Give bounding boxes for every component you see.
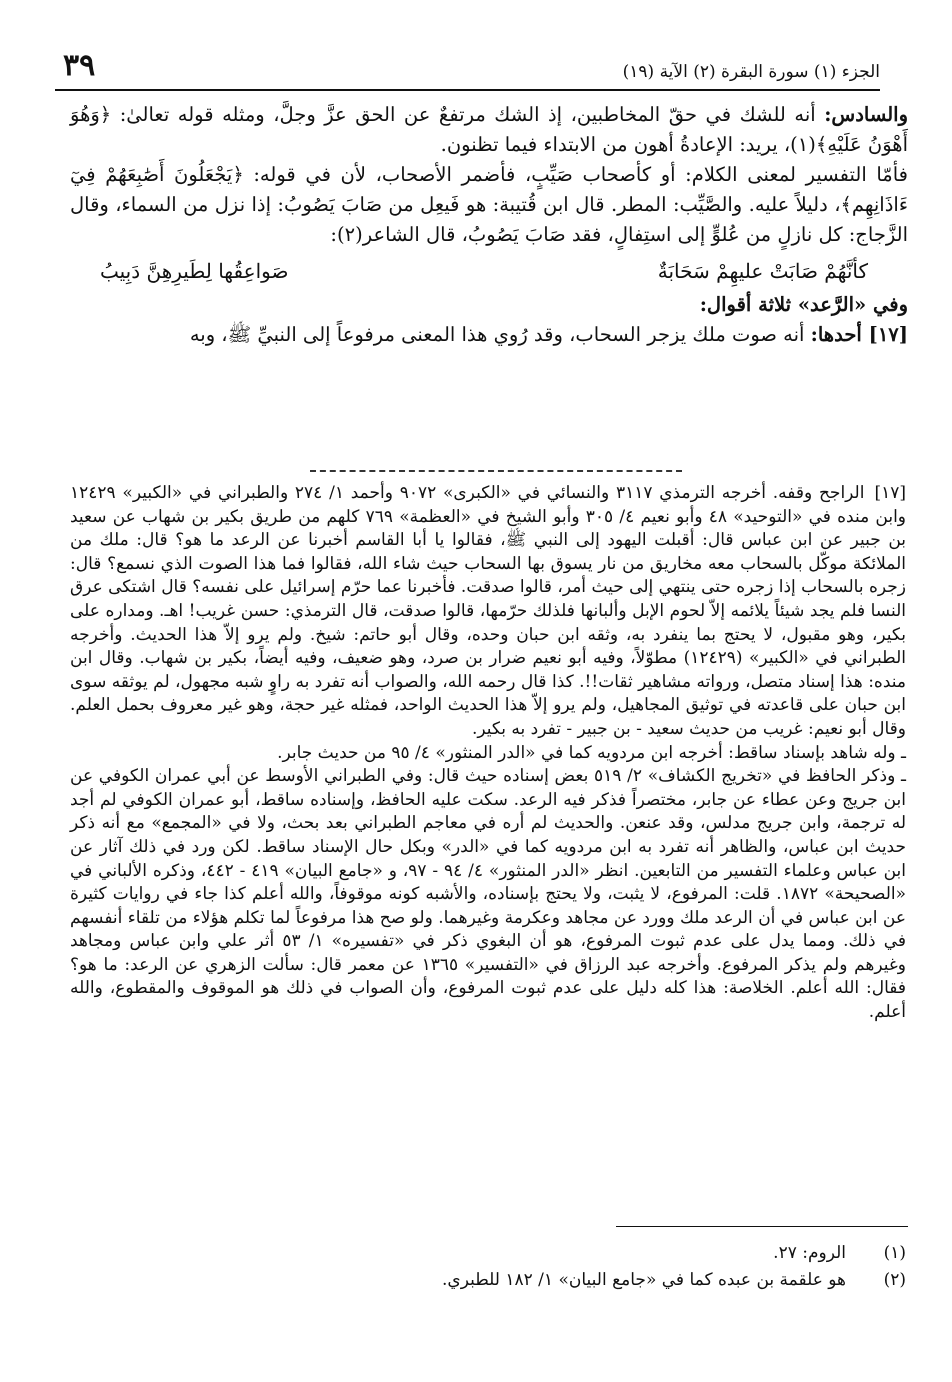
paragraph-text: أنه صوت ملك يزجر السحاب، وقد رُوي هذا المعنى مرفوعاً إلى النبيِّ ﷺ، وبه <box>189 323 811 346</box>
footnote-number: (٢) <box>883 1270 906 1290</box>
paragraph-sixth <box>70 100 908 160</box>
paragraph-label: [١٧] أحدها: <box>810 323 908 346</box>
paragraph-tafsir: فأمّا التفسير لمعنى الكلام: أو كأصحاب صَيِّبٍ، فأضمر الأصحاب، لأن في قوله: ﴿يَجْعَلُونَ أَصَٰبِعَهُمْ فِيٓ ءَاذَانِهِم﴾، دليلاً عليه. والصَّيِّب: المطر. قال ابن قُتيبة: هو فَيعِل من صَابَ يَصُوبُ: إذا نزل من السماء، وقال الزَّجاج: كل نازلٍ من عُلوٍّ إلى استِفالٍ، فقد صَابَ يَصُوبُ، قال الشاعر(٢): <box>70 163 908 246</box>
footnote-rule <box>616 1226 908 1227</box>
page-header <box>55 48 880 88</box>
note-number: [١٧] <box>874 483 906 503</box>
paragraph-thunder-heading: وفي «الرَّعد» ثلاثة أقوال: <box>699 293 908 316</box>
takhrij-notes <box>70 482 906 1025</box>
verse-second-hemistich: صَواعِقُها لِطَيرِهِنَّ دَبِيبُ <box>100 259 289 283</box>
page-number: ٣٩ <box>63 48 96 83</box>
note-text: الراجح وقفه. أخرجه الترمذي ٣١١٧ والنسائي في «الكبرى» ٩٠٧٢ وأحمد ١/ ٢٧٤ والطبراني في «الكبير» ١٢٤٢٩ وابن منده في «التوحيد» ٤٨ وأبو نعيم ٤/ ٣٠٥ وأبو الشيخ في «العظمة» ٧٦٩ كلهم من طريق بكير بن شهاب عن سعيد بن جبير عن ابن عباس قال: أقبلت اليهود إلى النبي ﷺ، فقالوا يا أبا القاسم أخبرنا عن الرعد ما هو؟ قال: ملك من الملائكة موكّل بالسحاب معه مخاريق من نار يسوق بها السحاب حيث شاء الله، فقالوا فما هذا الصوت الذي نسمع؟ قال: زجره بالسحاب إذا زجره حتى ينتهي إلى حيث أمر، قالوا صدقت. فأخبرنا عما حرّم إسرائيل على نفسه؟ قال اشتكى عرق النسا فلم يجد شيئاً يلائمه إلاّ لحوم الإبل وألبانها فلذلك حرّمها، قالوا صدقت، قال الترمذي: حسن غريب! اهـ. ومداره على بكير، وهو مقبول، لا يحتج بما ينفرد به، وثقه ابن حبان وحده، وقال أبو حاتم: شيخ. ولم يرو إلاّ هذا الحديث. وأخرجه الطبراني في «الكبير» (١٢٤٢٩) مطوّلاً، وفيه أبو نعيم ضرار بن صرد، وهو ضعيف، وفيه أيضاً، بكير بن شهاب. وقال ابن منده: هذا إسناد متصل، ورواته مشاهير ثقات!!. كذا قال رحمه الله، والصواب أنه تفرد به راوٍ شبه مجهول، لم يوثقه سوى ابن حبان على قاعدته في توثيق المجاهيل، ولم يرو إلاّ هذا الحديث الواحد، فمثله غير حجة، وهو غير معروف بحمل العلم. وقال أبو نعيم: غريب من حديث سعيد - بن جبير - تفرد به بكير. <box>70 483 907 739</box>
paragraph-first-saying <box>70 320 908 350</box>
note-17-witness: ـ وله شاهد بإسناد ساقط: أخرجه ابن مردويه كما في «الدر المنثور» ٤/ ٩٥ من حديث جابر. <box>277 742 906 763</box>
footnote-text: هو علقمة بن عبده كما في «جامع البيان» ١/ ١٨٢ للطبري. <box>441 1270 846 1290</box>
paragraph-label: والسادس: <box>824 103 908 126</box>
note-17 <box>70 482 906 742</box>
verse-first-hemistich: كأنَّهُمْ صَابَتْ عليهِمْ سَحَابَةٌ <box>657 259 868 283</box>
note-17-hafiz: ـ وذكر الحافظ في «تخريج الكشاف» ٢/ ٥١٩ بعض إسناده حيث قال: وفي الطبراني الأوسط عن أبي عمران الكوفي عن ابن جريج وعن عطاء عن جابر، مختصراً فذكر فيه الرعد. سكت عليه الحافظ، وإسناده ساقط، أبو عمران الكوفي لم أجد له ترجمة، وابن جريج مدلس، وقد عنعن. والحديث لم أره في معاجم الطبراني بعد بحث، ولا في «المجمع» مع أنه ذكر حديث ابن عباس، والظاهر أنه تفرد به ابن مردويه كما في «الدر» وبكل حال الإسناد ساقط. لكن ورد في ذلك آثار عن ابن عباس وعلماء التفسير من التابعين. انظر «الدر المنثور» ٤/ ٩٤ - ٩٧، و «جامع البيان» ٤١٩ - ٤٤٢، وذكره الألباني في «الصحيحة» ١٨٧٢. قلت: المرفوع، لا يثبت، ولا يحتج بإسناده، والأشبه كونه موقوفاً، والله أعلم كذا جاء في روايات كثيرة عن ابن عباس في أن الرعد ملك وورد عن مجاهد وعكرمة وغيرهما. ولو صح هذا مرفوعاً لما تكلم هؤلاء من تلقاء أنفسهم في ذلك. ومما يدل على عدم ثبوت المرفوع، هو أن البغوي ذكر في «تفسيره» ١/ ٥٣ أثر علي وابن عباس ومجاهد وغيرهم ولم يذكر المرفوع. وأخرجه عبد الرزاق في «التفسير» ١٣٦٥ عن معمر قال: سألت الزهري عن الرعد: ما هو؟ فقال: الله أعلم. الخلاصة: هذا كله دليل على عدم ثبوت المرفوع، وأن الصواب في ذلك هو الموقوف والمقطوع، والله أعلم. <box>70 766 907 1023</box>
running-title: الجزء (١) سورة البقرة (٢) الآية (١٩) <box>622 62 880 82</box>
footnote-item <box>300 1240 906 1267</box>
footnote-number: (١) <box>883 1243 906 1263</box>
header-rule <box>55 89 880 91</box>
poetry-verse <box>70 256 908 286</box>
paragraph-text: أنه للشك في حقّ المخاطبين، إذ الشك مرتفعٌ عن الحق عزَّ وجلَّ، ومثله قوله تعالىٰ: ﴿وَهُوَ أَهْوَنُ عَلَيْهِ﴾(١)، يريد: الإعادةُ أهون من الابتداء فيما تظنون. <box>70 103 908 156</box>
dashed-separator <box>310 470 682 472</box>
main-text <box>70 100 908 350</box>
footnote-item <box>300 1267 906 1294</box>
footnotes <box>300 1240 906 1294</box>
footnote-text: الروم: ٢٧. <box>773 1243 846 1263</box>
